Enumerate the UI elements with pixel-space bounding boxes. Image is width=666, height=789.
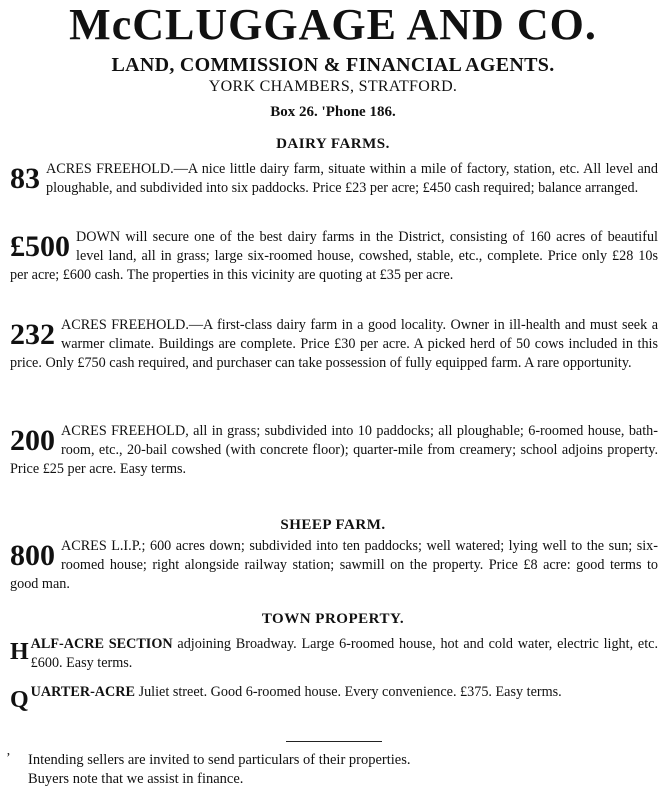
listing-quarter-acre [10,683,658,717]
footer-divider [286,741,382,742]
company-contact: Box 26. 'Phone 186. [270,104,396,120]
listing-text: ACRES L.I.P.; 600 acres down; subdivided into ten paddocks; well watered; lying well to the sun; six-roomed house; right alongside railway station; sawmill on the property. Price £8 acre: good terms to good man. [10,538,658,592]
listing-text: ACRES FREEHOLD.—A nice little dairy farm, situate within a mile of factory, station, etc. All level and ploughable, and subdivided into six paddocks. Price £23 per acre; £450 cash required; balance arranged. [46,161,658,196]
footer-sellers-note: Intending sellers are invited to send particulars of their properties. [28,752,411,768]
listing-83-acres [10,160,658,198]
company-address: YORK CHAMBERS, STRATFORD. [208,78,458,95]
listing-caps: UARTER-ACRE [30,684,136,700]
company-title: McCLUGGAGE AND CO. [69,0,597,49]
listing-lead: 232 [10,318,55,351]
section-heading-sheep: SHEEP FARM. [280,517,386,533]
listing-lead: 83 [10,162,40,195]
section-heading-dairy: DAIRY FARMS. [276,136,390,152]
listing-lead: Q [10,687,29,713]
listing-200-acres [10,422,658,479]
listing-500-down [10,228,658,285]
listing-lead: 800 [10,539,55,572]
listing-800-acres [10,537,658,594]
listing-half-acre-section [10,635,658,673]
listing-lead: £500 [10,230,70,263]
listing-text: ACRES FREEHOLD, all in grass; subdivided into 10 paddocks; all ploughable; 6-roomed house, bath-room, etc., 20-bail cowshed (with concrete floor); quarter-mile from creamery; school adjoins property. Price £25 per acre. Easy terms. [10,423,658,477]
company-subtitle: LAND, COMMISSION & FINANCIAL AGENTS. [111,54,555,76]
listing-text: DOWN will secure one of the best dairy farms in the District, consisting of 160 acres of beautiful level land, all in grass; large six-roomed house, cowshed, stable, etc., complete. Price only £28 10s per acre; £600 cash. The properties in this vicinity are quoting at £35 per acre. [10,229,658,283]
print-mark: ’ [6,751,11,766]
listing-text: ACRES FREEHOLD.—A first-class dairy farm in a good locality. Owner in ill-health and must seek a warmer climate. Buildings are complete. Price £30 per acre. A picked herd of 50 cows included in this price. Only £750 cash required, and purchaser can take possession of fully equipped farm. A rare opportunity. [10,317,658,371]
listing-caps: ALF-ACRE SECTION [30,636,173,652]
section-heading-town: TOWN PROPERTY. [261,611,405,627]
listing-lead: 200 [10,424,55,457]
listing-232-acres [10,316,658,373]
listing-text: Juliet street. Good 6-roomed house. Every convenience. £375. Easy terms. [138,684,562,700]
listing-lead: H [10,639,29,665]
footer-buyers-note: Buyers note that we assist in finance. [28,771,244,787]
listing-text: adjoining Broadway. Large 6-roomed house, hot and cold water, electric light, etc. £600. Easy terms. [30,636,659,671]
